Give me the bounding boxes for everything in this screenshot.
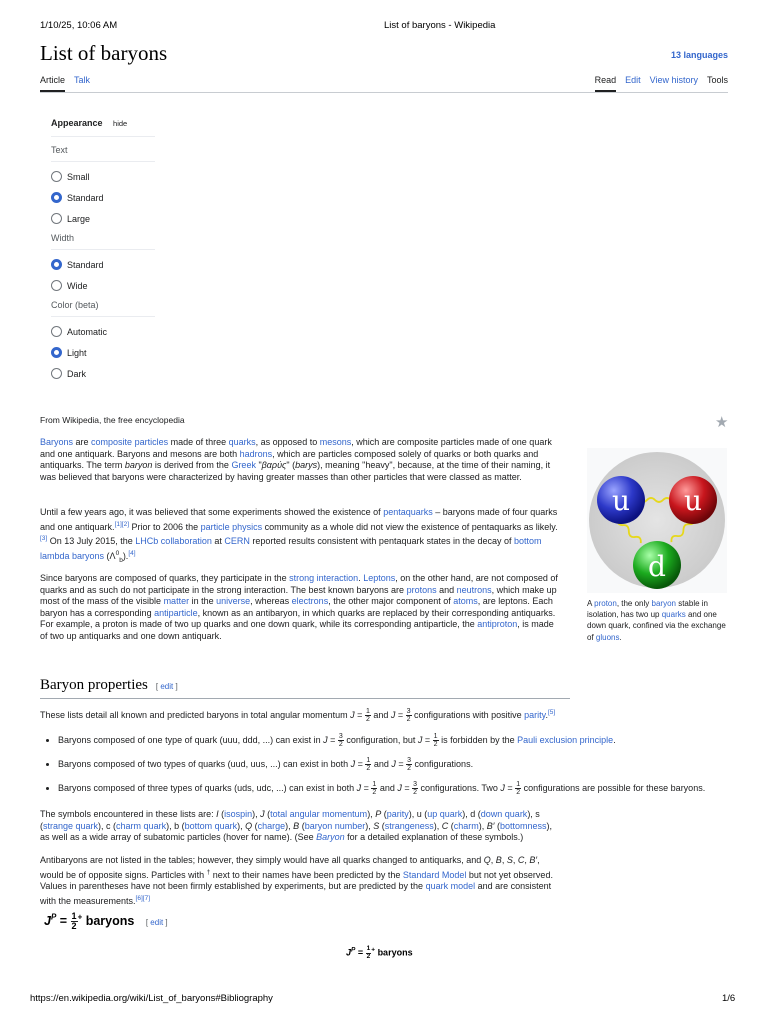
option-label: Automatic — [67, 326, 108, 337]
link[interactable]: up quark — [427, 809, 463, 819]
link[interactable]: pentaquarks — [383, 507, 433, 517]
p-symbol: P — [50, 912, 57, 922]
option-label: Dark — [67, 368, 87, 379]
citation[interactable]: [2] — [121, 520, 130, 528]
intro-paragraph-1: Baryons are composite particles made of three quarks, as opposed to mesons, which are composite particles made of one quark and one antiquark. Baryons and mesons are both hadrons, which are particles composed solely of quarks or both quarks and antiquarks. The term baryon is derived from the Greek "βαρύς" (barys), meaning "heavy", because, at the time of their naming, it was believed that baryons were characterized by having greater masses than other particles that were classed as matter. — [40, 437, 552, 482]
text-size-label: Text — [51, 145, 155, 162]
link[interactable]: Leptons — [363, 573, 396, 583]
tab-talk[interactable]: Talk — [74, 75, 91, 85]
link[interactable]: LHCb collaboration — [135, 536, 212, 547]
subsection-edit-link[interactable]: [ edit ] — [145, 917, 168, 927]
frac-numerator: 1 — [71, 911, 77, 921]
appearance-panel — [51, 118, 155, 380]
print-page-title: List of baryons - Wikipedia — [384, 20, 496, 31]
j-symbol: J — [346, 947, 352, 958]
width-wide-option[interactable] — [51, 279, 155, 292]
tab-article[interactable]: Article — [40, 75, 65, 92]
link[interactable]: charm quark — [116, 820, 167, 831]
p-symbol: P — [351, 946, 356, 954]
frac-denominator: 2 — [71, 921, 77, 931]
color-light-option[interactable] — [51, 346, 155, 359]
edit-label: edit — [150, 917, 164, 927]
link[interactable]: neutrons — [456, 584, 492, 595]
link[interactable]: charge — [257, 820, 286, 831]
link[interactable]: strange quark — [43, 820, 99, 831]
print-datetime: 1/10/25, 10:06 AM — [40, 20, 118, 31]
citation[interactable]: [7] — [142, 894, 151, 902]
text-standard-option[interactable] — [51, 191, 155, 204]
section-title: Baryon properties — [40, 677, 148, 693]
radio-selected-icon[interactable] — [51, 192, 62, 203]
color-automatic-option[interactable] — [51, 325, 155, 338]
link[interactable]: hadrons — [239, 448, 273, 459]
link[interactable]: quarks — [228, 437, 256, 447]
languages-button[interactable] — [671, 50, 728, 60]
width-label: Width — [51, 233, 155, 250]
appearance-header — [51, 118, 155, 137]
text-large-option[interactable] — [51, 212, 155, 225]
figure-caption: A proton, the only baryon stable in isolation, has two up quarks and one down quark, confined via the exchange of gluons. — [587, 599, 726, 642]
appearance-heading: Appearance — [51, 118, 103, 128]
link[interactable]: mesons — [319, 437, 352, 447]
link[interactable]: baryon number — [304, 820, 366, 831]
section-edit-link[interactable]: [ edit ] — [155, 682, 178, 691]
radio-icon[interactable] — [51, 171, 62, 182]
link[interactable]: CERN — [224, 536, 250, 547]
proton-diagram — [587, 448, 727, 593]
link[interactable]: down quark — [480, 809, 528, 819]
intro-paragraph-2: Until a few years ago, it was believed that some experiments showed the existence of pentaquarks – baryons made of four quarks and one antiquark.[1][2] Prior to 2006 the particle physics community as a whole did not view the existence of pentaquarks as likely.[3] On 13 July 2015, the LHCb collaboration at CERN reported results consistent with pentaquark states in the decay of bottom lambda baryons $(\Lambda^0_b).[4]$ — [40, 507, 558, 564]
citation[interactable]: [1] — [114, 520, 122, 528]
baryon-config-list — [40, 733, 746, 805]
link[interactable]: charm — [453, 820, 479, 831]
radio-icon[interactable] — [51, 368, 62, 379]
citation[interactable]: [3] — [40, 535, 48, 543]
j-symbol: J — [44, 913, 51, 928]
print-page-number: 1/6 — [722, 993, 736, 1004]
link[interactable]: proton — [594, 599, 617, 608]
radio-icon[interactable] — [51, 280, 62, 291]
color-dark-option[interactable] — [51, 367, 155, 380]
edit-label: edit — [160, 682, 174, 691]
link[interactable]: quark model — [425, 881, 476, 892]
table-caption: $J^P$ = $\frac{1}{2}$ + baryons — [346, 945, 413, 960]
section-heading — [40, 677, 178, 694]
link[interactable]: bottom quark — [184, 820, 238, 831]
option-label: Wide — [67, 280, 88, 291]
link[interactable]: baryon — [651, 599, 676, 608]
link[interactable]: Pauli exclusion principle — [517, 734, 614, 745]
appearance-hide-button[interactable]: hide — [113, 119, 128, 128]
link[interactable]: bottom lambda baryons — [40, 536, 542, 561]
tabs-divider — [40, 92, 728, 93]
proton-quark-figure[interactable] — [587, 448, 727, 593]
link[interactable]: Baryon — [316, 832, 345, 843]
citation[interactable]: [5] — [547, 709, 556, 716]
radio-icon[interactable] — [51, 213, 62, 224]
quark-label: d — [648, 550, 666, 583]
quark-label: u — [611, 484, 631, 517]
link[interactable]: electrons — [291, 596, 329, 607]
plus-sign: + — [77, 912, 83, 922]
watch-star-icon[interactable]: ★ — [715, 414, 729, 431]
list-item: • Baryons composed of three types of quarks (uds, udc, ...) can exist in both J = $\frac{1}{2}$ and J = $\frac{3}{2}$ configurations. Two J = $\frac{1}{2}$ configurations are possible for these baryons. — [58, 781, 746, 796]
link[interactable]: Standard Model — [402, 869, 467, 880]
symbols-paragraph: The symbols encountered in these lists are: I (isospin), J (total angular momentum), P (parity), u (up quark), d (down quark), s (strange quark), c (charm quark), b (bottom quark), Q (charge), B (baryon number), S (strangeness), C (charm), B′ (bottomness), as well as a wide array of subatomic particles (hover for name). (See Baryon for a detailed explanation of these symbols.) — [40, 809, 553, 843]
list-item: • Baryons composed of one type of quark (uuu, ddd, ...) can exist in J = $\frac{3}{2}$ configuration, but J = $\frac{1}{2}$ is forbidden by the Pauli exclusion principle. — [58, 733, 746, 748]
intro-paragraph-3: Since baryons are composed of quarks, they participate in the strong interaction. Leptons, on the other hand, are not composed of quarks and as such do not participate in the strong interaction. The best known baryons are protons and neutrons, which make up most of the mass of the visible matter in the universe, whereas electrons, the other major component of atoms, are leptons. Each baryon has a corresponding antiparticle, known as an antibaryon, in which quarks are replaced by their corresponding antiquarks. For example, a proton is made of two up quarks and one down quark, while its corresponding antiparticle, the antiproton, is made of two up antiquarks and one down antiquark. — [40, 573, 558, 641]
link[interactable]: total angular momentum — [270, 809, 368, 819]
caption-label: baryons — [377, 947, 413, 958]
link[interactable]: universe — [216, 596, 251, 607]
link[interactable]: atoms — [453, 596, 478, 607]
link[interactable]: parity — [386, 809, 409, 819]
tab-view-history[interactable]: View history — [649, 75, 698, 85]
link[interactable]: particle physics — [200, 521, 263, 532]
link[interactable]: Greek — [231, 460, 256, 471]
option-label: Light — [67, 347, 87, 358]
link[interactable]: gluons — [595, 632, 620, 642]
link[interactable]: matter — [163, 596, 190, 607]
option-label: Standard — [67, 192, 104, 203]
width-standard-option[interactable] — [51, 258, 155, 271]
citation[interactable]: [4] — [128, 549, 136, 557]
link[interactable]: strangeness — [384, 820, 434, 831]
radio-selected-icon[interactable] — [51, 259, 62, 270]
print-url: https://en.wikipedia.org/wiki/List_of_baryons#Bibliography — [30, 993, 273, 1004]
option-label: Standard — [67, 259, 104, 270]
link[interactable]: isospin — [224, 809, 253, 819]
link[interactable]: antiproton — [477, 619, 518, 630]
text-small-option[interactable] — [51, 170, 155, 183]
tab-edit[interactable]: Edit — [625, 75, 641, 85]
antibaryons-paragraph: Antibaryons are not listed in the tables; however, they simply would have all quarks changed to antiquarks, and Q, B, S, C, B′, would be of opposite signs. Particles with † next to their names have been predicted by the Standard Model but not yet observed. Values in parentheses have not been firmly established by experiments, but are predicted by the quark model and are consistent with the measurements.[6][7] — [40, 855, 553, 906]
radio-icon[interactable] — [51, 326, 62, 337]
view-tabs — [595, 75, 728, 92]
link[interactable]: quarks — [661, 610, 686, 620]
subsection-title: baryons — [85, 913, 135, 928]
list-item: • Baryons composed of two types of quarks (uud, uus, ...) can exist in both J = $\frac{1}{2}$ and J = $\frac{3}{2}$ configurations. — [58, 757, 746, 772]
color-label: Color (beta) — [51, 300, 155, 317]
option-label: Large — [67, 213, 91, 224]
section-intro: These lists detail all known and predicted baryons in total angular momentum J = $\frac{1}{2}$ and J = $\frac{3}{2}$ configurations with positive parity.[5] — [40, 708, 556, 724]
languages-label: 13 languages — [670, 50, 728, 60]
tab-tools[interactable]: Tools — [706, 75, 728, 85]
tab-read[interactable]: Read — [595, 75, 617, 92]
link[interactable]: protons — [406, 584, 437, 595]
subsection-heading: $J^P$ = $\frac{1}{2}$ + baryons [ edit ] — [44, 911, 168, 931]
section-divider — [40, 698, 570, 699]
page-title: List of baryons — [40, 41, 168, 65]
citation[interactable]: [6] — [135, 894, 143, 902]
option-label: Small — [67, 171, 90, 182]
radio-selected-icon[interactable] — [51, 347, 62, 358]
link[interactable]: strong interaction — [289, 573, 359, 583]
link[interactable]: bottomness — [500, 820, 547, 831]
quark-label: u — [683, 484, 703, 517]
link[interactable]: parity — [524, 710, 546, 720]
namespace-tabs — [40, 75, 90, 92]
link[interactable]: Baryons — [40, 437, 74, 447]
site-subtitle: From Wikipedia, the free encyclopedia — [40, 415, 185, 425]
link[interactable]: antiparticle — [154, 607, 198, 618]
link[interactable]: composite particles — [91, 437, 169, 447]
